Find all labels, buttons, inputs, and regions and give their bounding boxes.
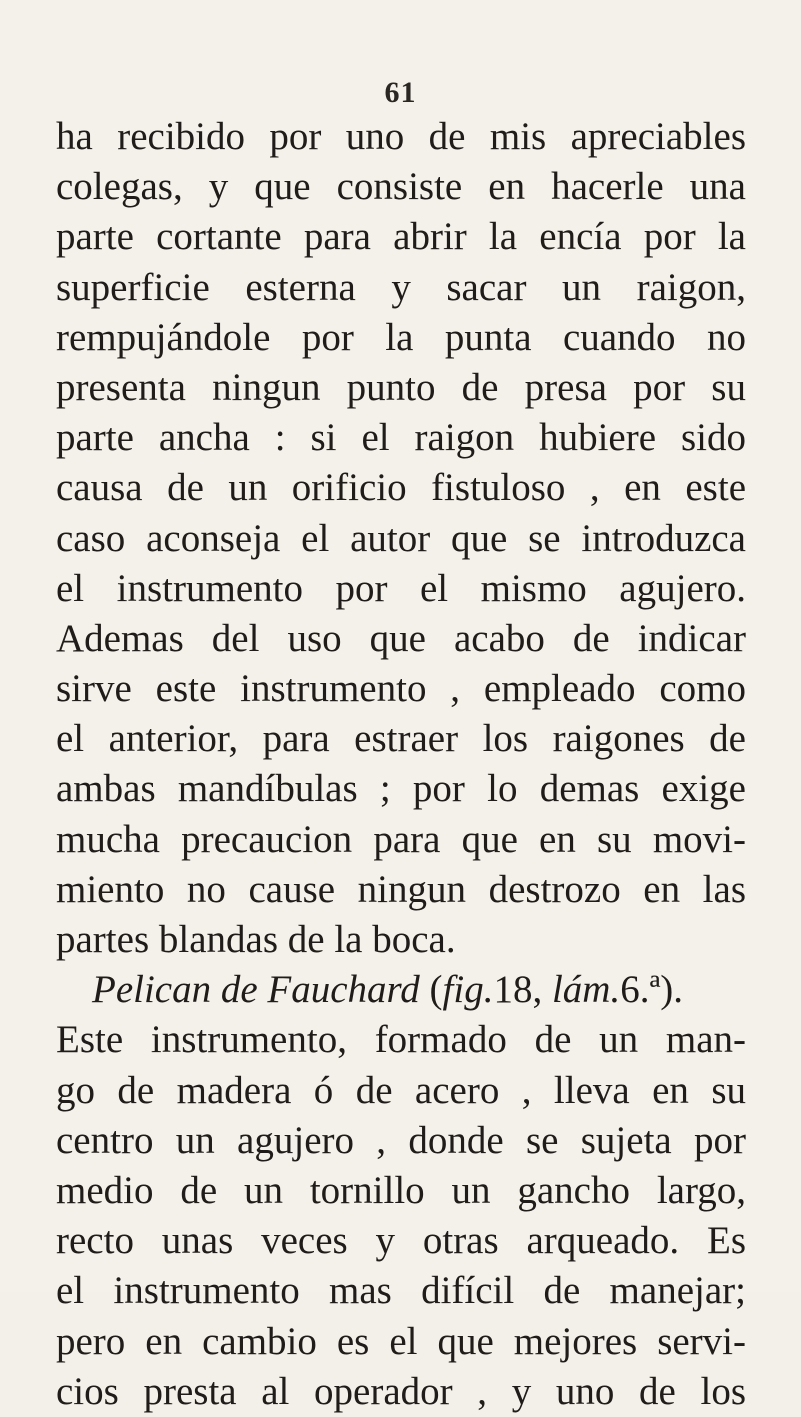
figure-number: 18, xyxy=(493,968,552,1012)
text-line: mucha precaucion para que en su movi- xyxy=(56,817,746,861)
text-line: recto unas veces y otras arqueado. Es xyxy=(56,1219,746,1263)
text-line: miento no cause ningun destrozo en las xyxy=(56,867,746,911)
text-line: rempujándole por la punta cuando no xyxy=(56,315,746,359)
text-line: cios presta al operador , y uno de los xyxy=(56,1369,746,1413)
text-line: el instrumento por el mismo agujero. xyxy=(56,566,746,610)
text-line: centro un agujero , donde se sujeta por xyxy=(56,1118,746,1162)
text-line: parte ancha : si el raigon hubiere sido xyxy=(56,416,746,460)
text-line: go de madera ó de acero , lleva en su xyxy=(56,1068,746,1112)
text-line: sirve este instrumento , empleado como xyxy=(56,667,746,711)
body-text xyxy=(56,112,746,1417)
text-line: Ademas del uso que acabo de indicar xyxy=(56,616,746,660)
text-line: pero en cambio es el que mejores servi- xyxy=(56,1319,746,1363)
page-number: 61 xyxy=(384,76,417,109)
text-line: superficie esterna y sacar un raigon, xyxy=(56,265,746,309)
figure-ref-open: ( xyxy=(419,968,443,1012)
plate-number: 6.ª xyxy=(620,968,661,1012)
text-line: el anterior, para estraer los raigones de xyxy=(56,717,746,761)
text-line: ambas mandíbulas ; por lo demas exige xyxy=(56,767,746,811)
text-line: medio de un tornillo un gancho largo, xyxy=(56,1168,746,1212)
instrument-heading xyxy=(56,965,746,1015)
figure-label: fig. xyxy=(442,968,494,1012)
plate-label: lám. xyxy=(551,968,621,1012)
text-line: caso aconseja el autor que se introduzca xyxy=(56,516,746,560)
figure-ref-close: ). xyxy=(660,968,683,1012)
text-line: ha recibido por uno de mis apreciables xyxy=(56,115,746,158)
text-line: presenta ningun punto de presa por su xyxy=(56,365,746,409)
text-line: el instrumento mas difícil de manejar; xyxy=(56,1269,746,1313)
text-line: Este instrumento, formado de un man- xyxy=(56,1018,746,1062)
text-line: colegas, y que consiste en hacerle una xyxy=(56,165,746,209)
instrument-name: Pelican de Fauchard xyxy=(92,968,420,1012)
text-line: parte cortante para abrir la encía por la xyxy=(56,215,746,259)
text-line: partes blandas de la boca. xyxy=(56,918,456,961)
text-line: causa de un orificio fistuloso , en este xyxy=(56,466,746,510)
